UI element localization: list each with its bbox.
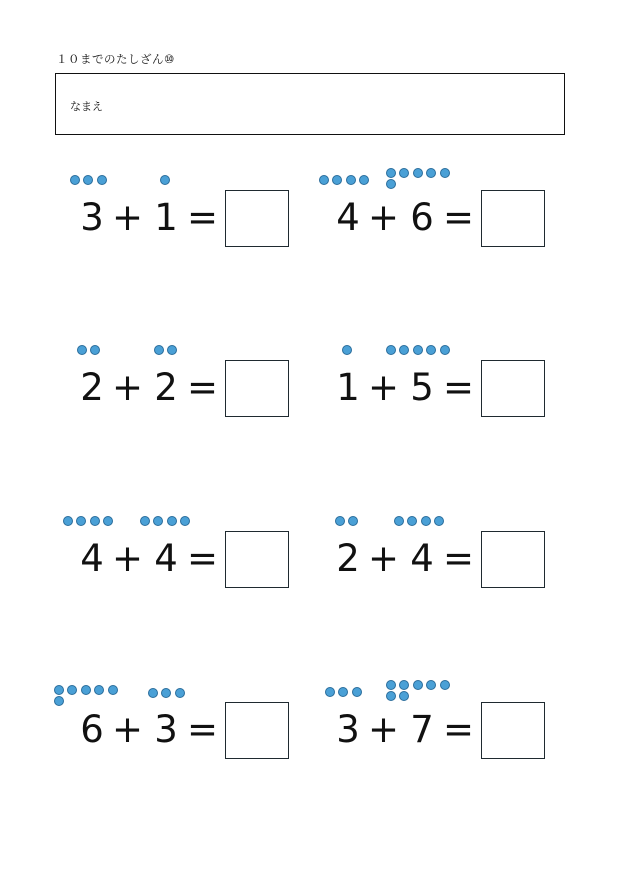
name-box[interactable] — [55, 73, 565, 135]
counting-dot — [90, 516, 100, 526]
addend-a: 1 — [336, 366, 360, 409]
counting-dot — [103, 516, 113, 526]
plus-sign: + — [112, 708, 144, 751]
addend-b: 5 — [410, 366, 434, 409]
equals-sign: = — [443, 196, 475, 239]
addend-a: 2 — [336, 537, 360, 580]
counting-dot — [426, 168, 436, 178]
answer-box[interactable] — [481, 190, 545, 247]
counting-dot — [440, 680, 450, 690]
counting-dot — [440, 168, 450, 178]
counting-dot — [413, 680, 423, 690]
counting-dot — [394, 516, 404, 526]
addend-a: 3 — [80, 196, 104, 239]
counting-dot — [167, 516, 177, 526]
counting-dot — [399, 345, 409, 355]
counting-dot — [434, 516, 444, 526]
counting-dot — [161, 688, 171, 698]
counting-dot — [421, 516, 431, 526]
counting-dot — [413, 345, 423, 355]
equals-sign: = — [187, 366, 219, 409]
problem-6 — [334, 516, 594, 616]
plus-sign: + — [112, 196, 144, 239]
equals-sign: = — [187, 196, 219, 239]
counting-dot — [348, 516, 358, 526]
counting-dot — [154, 345, 164, 355]
counting-dot — [426, 345, 436, 355]
worksheet-title: １０までのたしざん⑩ — [56, 52, 175, 66]
equals-sign: = — [187, 537, 219, 580]
answer-box[interactable] — [481, 702, 545, 759]
name-label: なまえ — [70, 100, 103, 113]
counting-dot — [342, 345, 352, 355]
counting-dot — [386, 680, 396, 690]
addend-b: 6 — [410, 196, 434, 239]
counting-dot — [399, 680, 409, 690]
addend-b: 4 — [410, 537, 434, 580]
counting-dot — [140, 516, 150, 526]
counting-dot — [386, 345, 396, 355]
addend-b: 4 — [154, 537, 178, 580]
counting-dot — [148, 688, 158, 698]
counting-dot — [352, 687, 362, 697]
counting-dot — [440, 345, 450, 355]
counting-dot — [413, 168, 423, 178]
equals-sign: = — [443, 537, 475, 580]
counting-dot — [386, 168, 396, 178]
addend-b: 2 — [154, 366, 178, 409]
counting-dot — [54, 685, 64, 695]
addend-b: 1 — [154, 196, 178, 239]
problem-3 — [78, 345, 338, 445]
addend-b: 3 — [154, 708, 178, 751]
counting-dot — [335, 516, 345, 526]
counting-dot — [180, 516, 190, 526]
counting-dot — [77, 345, 87, 355]
counting-dot — [325, 687, 335, 697]
counting-dot — [153, 516, 163, 526]
counting-dot — [332, 175, 342, 185]
counting-dot — [63, 516, 73, 526]
equals-sign: = — [443, 708, 475, 751]
equals-sign: = — [443, 366, 475, 409]
plus-sign: + — [112, 537, 144, 580]
counting-dot — [175, 688, 185, 698]
counting-dot — [426, 680, 436, 690]
counting-dot — [399, 168, 409, 178]
plus-sign: + — [368, 366, 400, 409]
answer-box[interactable] — [225, 360, 289, 417]
counting-dot — [346, 175, 356, 185]
problem-5 — [78, 516, 338, 616]
counting-dot — [167, 345, 177, 355]
plus-sign: + — [368, 708, 400, 751]
answer-box[interactable] — [225, 190, 289, 247]
counting-dot — [338, 687, 348, 697]
addend-b: 7 — [410, 708, 434, 751]
problem-8 — [334, 687, 594, 787]
counting-dot — [54, 696, 64, 706]
counting-dot — [319, 175, 329, 185]
plus-sign: + — [112, 366, 144, 409]
equals-sign: = — [187, 708, 219, 751]
counting-dot — [76, 516, 86, 526]
counting-dot — [407, 516, 417, 526]
answer-box[interactable] — [225, 702, 289, 759]
counting-dot — [90, 345, 100, 355]
answer-box[interactable] — [481, 360, 545, 417]
addend-a: 6 — [80, 708, 104, 751]
problem-2 — [334, 175, 594, 275]
addend-a: 3 — [336, 708, 360, 751]
answer-box[interactable] — [225, 531, 289, 588]
counting-dot — [160, 175, 170, 185]
counting-dot — [83, 175, 93, 185]
problem-4 — [334, 345, 594, 445]
counting-dot — [108, 685, 118, 695]
addend-a: 4 — [336, 196, 360, 239]
counting-dot — [94, 685, 104, 695]
counting-dot — [359, 175, 369, 185]
counting-dot — [81, 685, 91, 695]
counting-dot — [97, 175, 107, 185]
problem-7 — [78, 687, 338, 787]
counting-dot — [70, 175, 80, 185]
addend-a: 2 — [80, 366, 104, 409]
plus-sign: + — [368, 196, 400, 239]
addend-a: 4 — [80, 537, 104, 580]
problem-1 — [78, 175, 338, 275]
counting-dot — [67, 685, 77, 695]
answer-box[interactable] — [481, 531, 545, 588]
plus-sign: + — [368, 537, 400, 580]
